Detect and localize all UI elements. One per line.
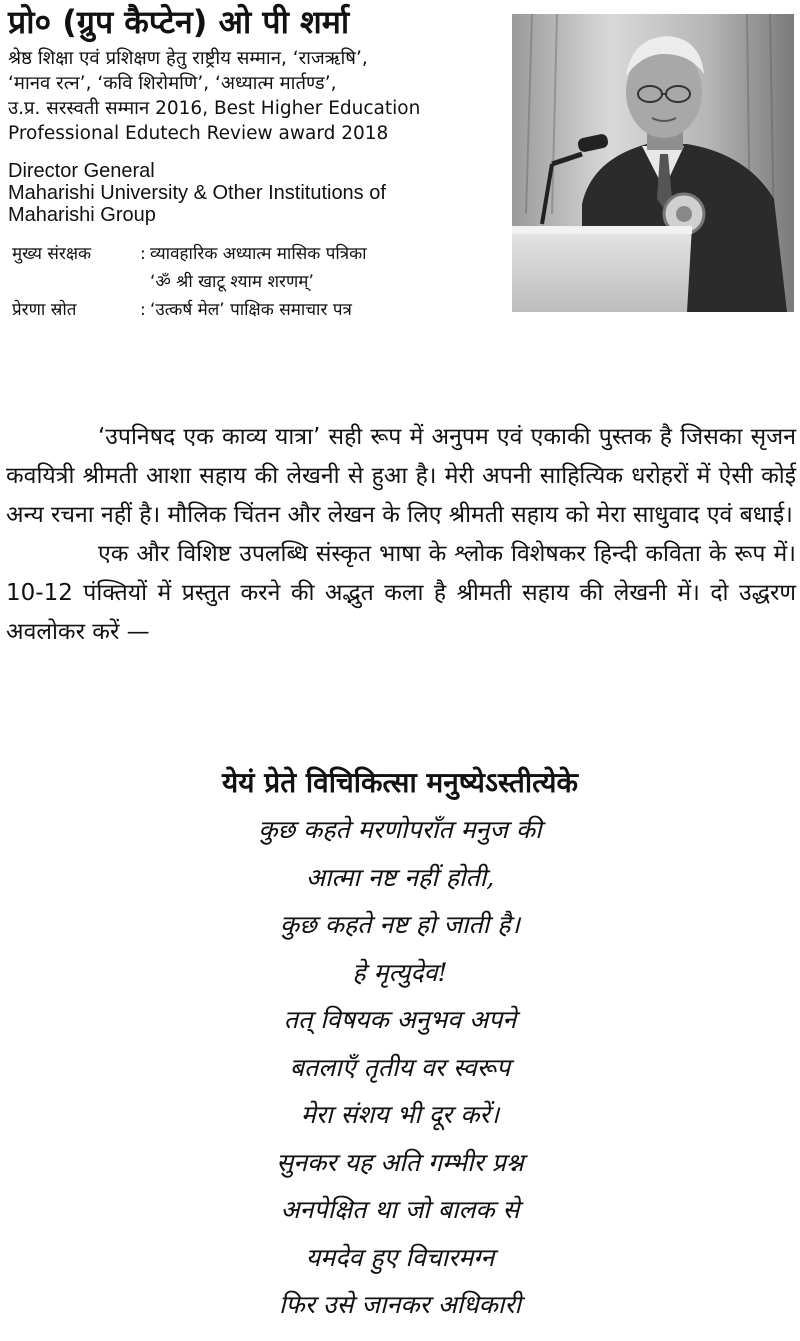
role-value: व्यावहारिक अध्यात्म मासिक पत्रिका <box>150 244 367 264</box>
roles-list <box>8 240 508 324</box>
designation-line: Maharishi University & Other Institutions of <box>8 182 386 204</box>
poem-line: तत् विषयक अनुभव अपने <box>283 1005 517 1034</box>
role-separator: : <box>140 244 146 264</box>
designation-line: Maharishi Group <box>8 204 156 226</box>
poem-line: आत्मा नष्ट नहीं होती, <box>305 862 495 892</box>
honors-line: ‘मानव रत्न’, ‘कवि शिरोमणि’, ‘अध्यात्म मार्तण्ड’, <box>8 73 337 94</box>
role-row <box>8 240 508 268</box>
role-label: प्रेरणा स्रोत <box>12 300 77 320</box>
role-separator: : <box>140 300 146 320</box>
poem-line: कुछ कहते मरणोपराँत मनुज की <box>258 815 542 844</box>
foreword-paragraph: एक और विशिष्ट उपलब्धि संस्कृत भाषा के श्लोक विशेषकर हिन्दी कविता के रूप में। 10-12 पंक्तियों में प्रस्तुत करने की अद्भुत कला है श्रीमती सहाय की लेखनी में। दो उद्धरण अवलोकर करें — <box>6 541 796 645</box>
honors-line: Professional Edutech Review award 2018 <box>8 123 389 144</box>
sanskrit-shloka: येयं प्रेते विचिकित्सा मनुष्येऽस्तीत्येके <box>222 766 578 799</box>
honors-list <box>8 46 508 146</box>
quoted-verse <box>0 760 800 1329</box>
poem-line: फिर उसे जानकर अधिकारी <box>278 1290 522 1319</box>
poem-line: सुनकर यह अति गम्भीर प्रश्न <box>276 1147 524 1177</box>
role-label: मुख्य संरक्षक <box>12 244 92 264</box>
designation <box>8 160 508 226</box>
designation-line: Director General <box>8 160 155 182</box>
hindi-poem <box>0 806 800 1329</box>
author-header <box>8 2 508 324</box>
role-row <box>8 296 508 324</box>
author-photo <box>512 14 794 312</box>
role-value: ‘उत्कर्ष मेल’ पाक्षिक समाचार पत्र <box>150 300 352 320</box>
author-photo-illustration <box>512 14 794 312</box>
foreword-body <box>6 418 796 652</box>
poem-line: हे मृत्युदेव! <box>352 957 448 987</box>
foreword-paragraph: ‘उपनिषद एक काव्य यात्रा’ सही रूप में अनुपम एवं एकाकी पुस्तक है जिसका सृजन कवयित्री श्रीमती आशा सहाय की लेखनी से हुआ है। मेरी अपनी साहित्यिक धरोहरों में ऐसी कोई अन्य रचना नहीं है। मौलिक चिंतन और लेखन के लिए श्रीमती सहाय को मेरा साधुवाद एवं बधाई। <box>6 424 796 528</box>
poem-line: मेरा संशय भी दूर करें। <box>300 1100 500 1129</box>
role-row <box>8 268 508 296</box>
author-name: प्रो० (ग्रुप कैप्टेन) ओ पी शर्मा <box>8 3 350 41</box>
poem-line: कुछ कहते नष्ट हो जाती है। <box>280 910 520 939</box>
poem-line: अनपेक्षित था जो बालक से <box>280 1195 520 1224</box>
poem-line: बतलाएँ तृतीय वर स्वरूप <box>289 1052 511 1082</box>
poem-line: यमदेव हुए विचारमग्न <box>305 1242 495 1272</box>
honors-line: श्रेष्ठ शिक्षा एवं प्रशिक्षण हेतु राष्ट्रीय सम्मान, ‘राजऋषि’, <box>8 48 368 69</box>
honors-line: उ.प्र. सरस्वती सम्मान 2016, Best Higher Education <box>8 98 421 119</box>
role-value: ‘ॐ श्री खाटू श्याम शरणम्’ <box>150 272 314 292</box>
